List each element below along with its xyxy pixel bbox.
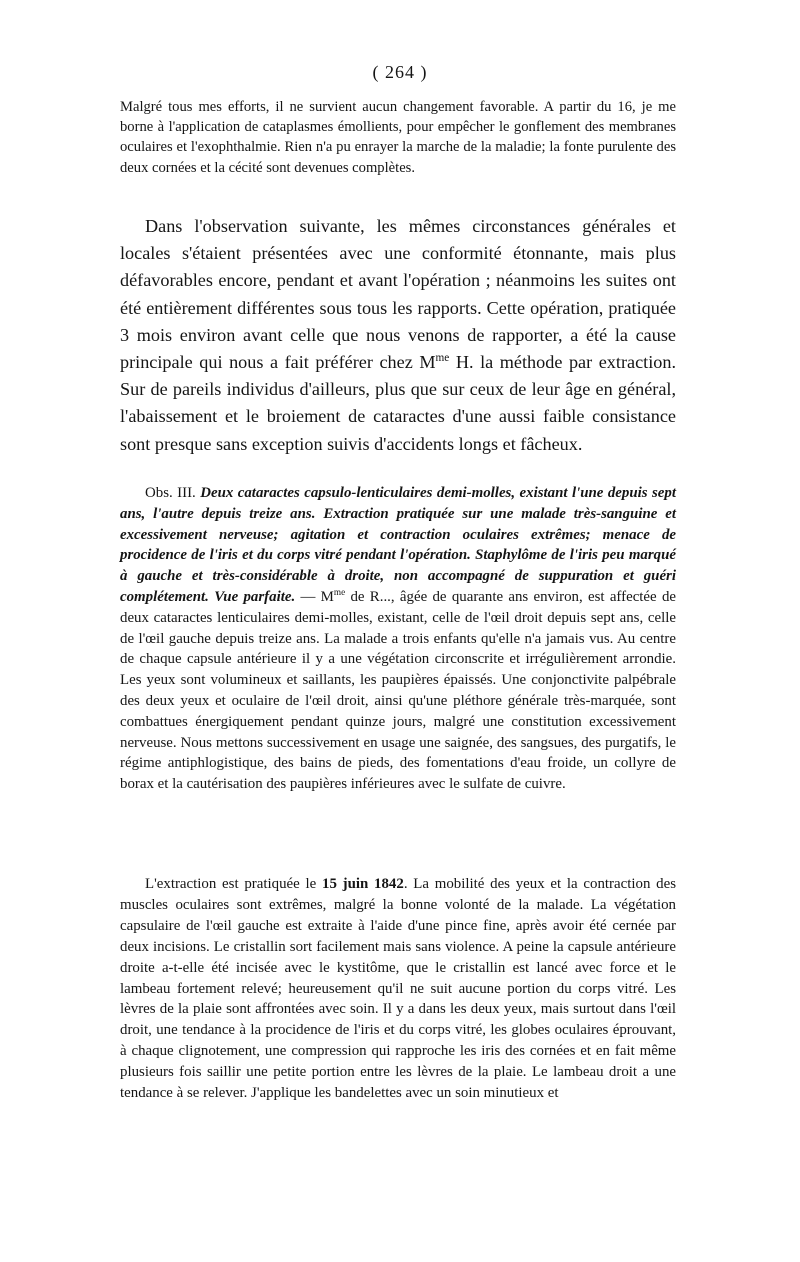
paragraph-2-text-a: Dans l'observation suivante, les mêmes circonstances générales et locales s'étaient présentées avec une conformité étonnante, mais plus défavorables encore, pendant et avant l'opération ; néanmoins les suites ont été entièrement différentes sous tous les rapports. Cette opération, pratiquée 3 mois environ avant celle que nous venons de rapporter, a été la cause principale qui nous a fait préférer chez M	[120, 216, 676, 373]
page-number: ( 264 )	[372, 62, 428, 82]
paragraph-1-text: Malgré tous mes efforts, il ne survient aucun changement favorable. A partir du 16, je me borne à l'application de cataplasmes émollients, pour empêcher le gonflement des membranes oculaires et l'exophthalmie. Rien n'a pu enrayer la marche de la maladie; la fonte purulente des deux cornées et la cécité sont devenues complètes.	[120, 99, 676, 176]
paragraph-4-text-b: . La mobilité des yeux et la contraction des muscles oculaires sont extrêmes, malgré la bonne volonté de la malade. La végétation capsulaire de l'œil gauche est extraite à l'aide d'une pince fine, après avoir été cernée par deux incisions. Le cristallin sort facilement mais sans violence. A peine la capsule antérieure droite a-t-elle été incisée avec le kystitôme, que le cristallin est lancé avec force et le lambeau fortement relevé; heureusement qu'il ne suit aucune portion du corps vitré. Les lèvres de la plaie sont affrontées avec soin. Il y a dans les deux yeux, mais surtout dans l'œil droit, une tendance à la procidence de l'iris et du corps vitré, les globes oculaires éprouvant, à chaque clignotement, une compression qui rapproche les iris des cornées et en fait même plusieurs fois saillir une petite portion entre les lèvres de la plaie. Le lambeau droit a une tendance à se relever. J'applique les bandelettes avec un soin minutieux et	[120, 876, 676, 1102]
paragraph-2-sup: me	[435, 351, 450, 364]
paragraph-2	[120, 213, 676, 458]
observation-dash: — M	[295, 588, 334, 605]
paragraph-2-text-b: H. la méthode par extraction. Sur de pareils individus d'ailleurs, plus que sur ceux de leur âge en général, l'abaissement et le broiement de cataractes d'une aussi faible consistance sont presque sans exception suivis d'accidents longs et fâcheux.	[120, 352, 676, 454]
paragraph-4	[120, 874, 676, 1104]
operation-date: 15 juin 1842	[322, 876, 404, 892]
observation-summary: Deux cataractes capsulo-lenticulaires demi-molles, existant l'une depuis sept ans, l'autre depuis treize ans. Extraction pratiquée sur une malade très-sanguine et excessivement nerveuse; agitation et contraction oculaires extrêmes; menace de procidence de l'iris et du corps vitré pendant l'opération. Staphylôme de l'iris peu marqué à gauche et très-considérable à droite, non accompagné de suppuration et guéri complétement. Vue parfaite.	[120, 485, 676, 605]
observation-label: Obs. III.	[145, 485, 201, 501]
observation-sup: me	[333, 587, 346, 598]
paragraph-1	[120, 97, 676, 178]
observation-text: de R..., âgée de quarante ans environ, est affectée de deux cataractes lenticulaires demi-molles, existant, celle de l'œil droit depuis sept ans, celle de l'œil gauche depuis treize ans. La malade a trois enfants qu'elle n'a jamais vus. Au centre de chaque capsule antérieure il y a une végétation circonscrite et irrégulièrement arrondie. Les yeux sont volumineux et saillants, les paupières épaissés. Une conjonctivite palpébrale des deux yeux et oculaire de l'œil droit, ainsi qu'une pléthore générale très-marquée, sont combattues énergiquement pendant quinze jours, malgré une constitution excessivement nerveuse. Nous mettons successivement en usage une saignée, des sangsues, des purgatifs, le régime antiphlogistique, des bains de pieds, des fomentations d'eau froide, un collyre de borax et la cautérisation des paupières inférieures avec le sulfate de cuivre.	[120, 588, 676, 793]
paragraph-4-text-a: L'extraction est pratiquée le	[145, 876, 322, 892]
observation-3	[120, 483, 676, 795]
